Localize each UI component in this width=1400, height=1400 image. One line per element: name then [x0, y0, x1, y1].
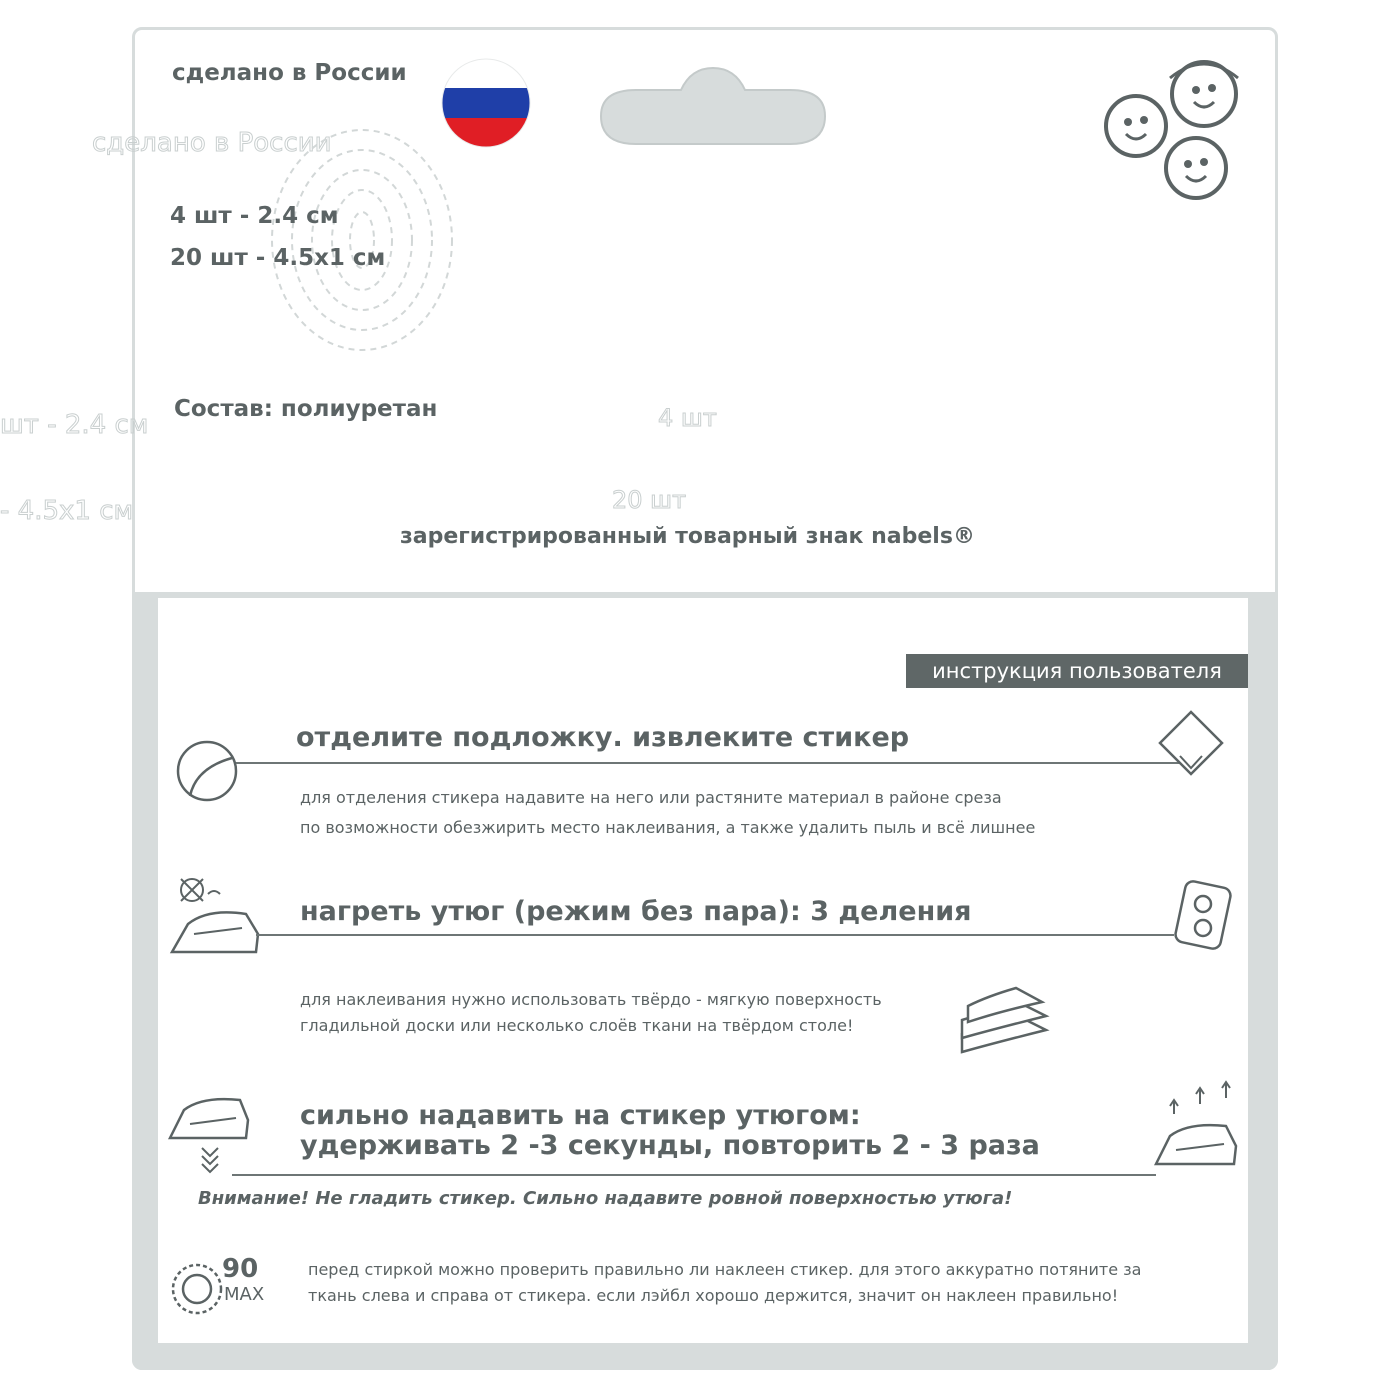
step1-title: отделите подложку. извлеките стикер	[296, 722, 910, 753]
ghost-count-2: 20 шт	[612, 486, 687, 514]
wash-line2: ткань слева и справа от стикера. если лэйбл хорошо держится, значит он наклеен правильно!	[308, 1286, 1119, 1305]
kids-faces-logo-icon	[1100, 48, 1260, 208]
made-in-label: сделано в России	[172, 60, 407, 86]
ghost-size-2: - 4.5x1 см	[0, 496, 134, 526]
wash-max: MAX	[224, 1284, 265, 1305]
step1-line2: по возможности обезжирить место наклеивания, а также удалить пыль и всё лишнее	[300, 818, 1036, 837]
composition-label: Состав: полиуретан	[174, 396, 438, 422]
step2-title: нагреть утюг (режим без пара): 3 деления	[300, 896, 972, 927]
step1-line1: для отделения стикера надавите на него или растяните материал в районе среза	[300, 788, 1002, 807]
russia-flag-icon	[441, 58, 531, 148]
iron-lift-icon	[1152, 1078, 1242, 1170]
instruction-panel	[158, 598, 1248, 1343]
fabric-layers-icon	[958, 986, 1050, 1062]
step2-divider	[256, 934, 1174, 936]
step3-title-1: сильно надавить на стикер утюгом:	[300, 1100, 861, 1131]
wash-line1: перед стиркой можно проверить правильно ли наклеен стикер. для этого аккуратно потяните за	[308, 1260, 1142, 1279]
ghost-size-1: шт - 2.4 см	[0, 410, 149, 440]
size-line-2: 20 шт - 4.5x1 см	[170, 245, 386, 271]
sticker-diamond-icon	[1158, 710, 1224, 776]
step2-line2: гладильной доски или несколько слоёв ткани на твёрдом столе!	[300, 1016, 854, 1035]
iron-press-icon	[166, 1092, 252, 1176]
peel-sticker-icon	[176, 738, 242, 804]
iron-no-steam-icon	[168, 874, 264, 958]
size-line-1: 4 шт - 2.4 см	[170, 203, 339, 229]
hang-hole-icon	[601, 68, 825, 144]
step3-title-2: удерживать 2 -3 секунды, повторить 2 - 3 раза	[300, 1130, 1040, 1161]
iron-dial-icon	[1170, 880, 1234, 950]
wash-90-icon	[170, 1262, 224, 1316]
warning-text: Внимание! Не гладить стикер. Сильно надавите ровной поверхностью утюга!	[198, 1188, 1013, 1209]
step3-divider	[232, 1174, 1156, 1176]
step2-line1: для наклеивания нужно использовать твёрдо - мягкую поверхность	[300, 990, 882, 1009]
wash-temp: 90	[222, 1254, 259, 1284]
step1-divider	[236, 762, 1188, 764]
instructions-badge: инструкция пользователя	[906, 654, 1248, 688]
ghost-made-in: сделано в России	[92, 128, 332, 158]
ghost-count-1: 4 шт	[658, 404, 717, 432]
trademark-label: зарегистрированный товарный знак nabels®	[400, 524, 975, 549]
